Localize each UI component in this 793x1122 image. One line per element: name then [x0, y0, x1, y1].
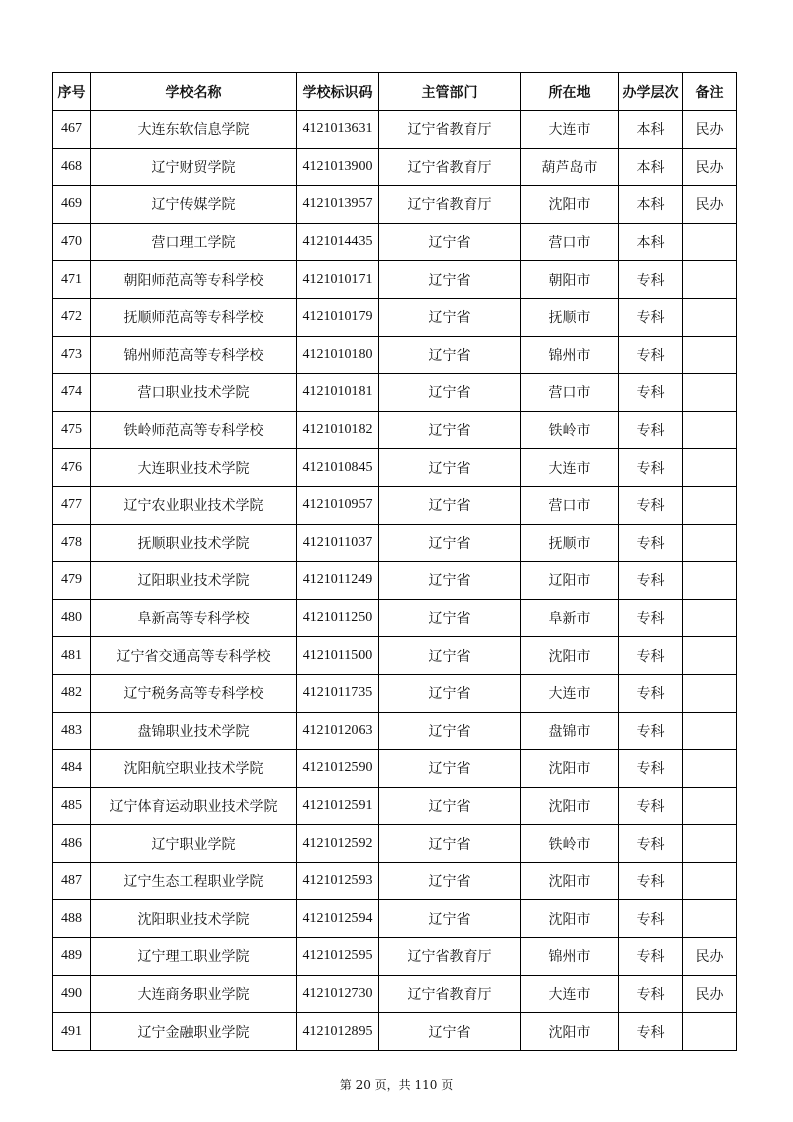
cell-index: 472	[53, 298, 91, 336]
cell-level: 专科	[619, 599, 683, 637]
cell-authority: 辽宁省	[379, 298, 521, 336]
cell-school-code: 4121013957	[297, 186, 379, 224]
table-row	[53, 975, 737, 1013]
cell-school-name: 朝阳师范高等专科学校	[91, 261, 297, 299]
table-row	[53, 486, 737, 524]
cell-school-name: 铁岭师范高等专科学校	[91, 411, 297, 449]
cell-school-code: 4121014435	[297, 223, 379, 261]
table-row	[53, 1013, 737, 1051]
cell-authority: 辽宁省	[379, 374, 521, 412]
cell-level: 专科	[619, 411, 683, 449]
cell-school-code: 4121012592	[297, 825, 379, 863]
cell-school-code: 4121010180	[297, 336, 379, 374]
cell-index: 489	[53, 938, 91, 976]
cell-level: 专科	[619, 486, 683, 524]
cell-location: 沈阳市	[521, 186, 619, 224]
page-footer: 第 20 页，共 110 页	[339, 1078, 454, 1092]
cell-level: 专科	[619, 637, 683, 675]
cell-level: 专科	[619, 862, 683, 900]
cell-location: 大连市	[521, 449, 619, 487]
header-school-name: 学校名称	[91, 73, 297, 111]
cell-authority: 辽宁省	[379, 261, 521, 299]
cell-level: 本科	[619, 148, 683, 186]
table-row	[53, 674, 737, 712]
cell-remarks	[683, 336, 737, 374]
cell-authority: 辽宁省	[379, 599, 521, 637]
header-school-code: 学校标识码	[297, 73, 379, 111]
cell-level: 本科	[619, 111, 683, 149]
table-row	[53, 750, 737, 788]
header-authority: 主管部门	[379, 73, 521, 111]
cell-school-name: 盘锦职业技术学院	[91, 712, 297, 750]
cell-school-name: 辽宁职业学院	[91, 825, 297, 863]
cell-remarks	[683, 374, 737, 412]
cell-index: 475	[53, 411, 91, 449]
cell-location: 抚顺市	[521, 298, 619, 336]
cell-level: 专科	[619, 1013, 683, 1051]
cell-authority: 辽宁省教育厅	[379, 148, 521, 186]
cell-remarks: 民办	[683, 975, 737, 1013]
cell-level: 专科	[619, 750, 683, 788]
cell-location: 沈阳市	[521, 1013, 619, 1051]
cell-remarks	[683, 862, 737, 900]
cell-remarks	[683, 524, 737, 562]
table-row	[53, 298, 737, 336]
cell-remarks: 民办	[683, 111, 737, 149]
cell-school-code: 4121012594	[297, 900, 379, 938]
cell-index: 491	[53, 1013, 91, 1051]
cell-remarks: 民办	[683, 938, 737, 976]
cell-location: 辽阳市	[521, 562, 619, 600]
cell-authority: 辽宁省	[379, 449, 521, 487]
cell-index: 469	[53, 186, 91, 224]
cell-school-name: 抚顺师范高等专科学校	[91, 298, 297, 336]
cell-index: 479	[53, 562, 91, 600]
cell-school-code: 4121012593	[297, 862, 379, 900]
cell-remarks	[683, 787, 737, 825]
cell-index: 488	[53, 900, 91, 938]
table-row	[53, 862, 737, 900]
cell-remarks	[683, 486, 737, 524]
cell-school-name: 抚顺职业技术学院	[91, 524, 297, 562]
table-row	[53, 562, 737, 600]
cell-location: 大连市	[521, 674, 619, 712]
cell-school-code: 4121010181	[297, 374, 379, 412]
cell-remarks	[683, 900, 737, 938]
cell-index: 483	[53, 712, 91, 750]
table-row	[53, 261, 737, 299]
cell-level: 专科	[619, 938, 683, 976]
cell-location: 大连市	[521, 975, 619, 1013]
cell-authority: 辽宁省	[379, 486, 521, 524]
cell-remarks	[683, 411, 737, 449]
cell-remarks: 民办	[683, 186, 737, 224]
cell-level: 专科	[619, 787, 683, 825]
cell-school-code: 4121012730	[297, 975, 379, 1013]
cell-index: 481	[53, 637, 91, 675]
table-row	[53, 599, 737, 637]
cell-location: 阜新市	[521, 599, 619, 637]
cell-level: 专科	[619, 975, 683, 1013]
cell-remarks	[683, 1013, 737, 1051]
cell-index: 471	[53, 261, 91, 299]
table-row	[53, 900, 737, 938]
cell-authority: 辽宁省	[379, 825, 521, 863]
cell-index: 490	[53, 975, 91, 1013]
cell-authority: 辽宁省教育厅	[379, 975, 521, 1013]
cell-level: 本科	[619, 186, 683, 224]
table-row	[53, 186, 737, 224]
cell-school-name: 锦州师范高等专科学校	[91, 336, 297, 374]
cell-authority: 辽宁省	[379, 411, 521, 449]
cell-school-code: 4121010171	[297, 261, 379, 299]
table-row	[53, 374, 737, 412]
table-row	[53, 411, 737, 449]
table-row	[53, 938, 737, 976]
cell-authority: 辽宁省教育厅	[379, 111, 521, 149]
cell-remarks	[683, 599, 737, 637]
cell-authority: 辽宁省	[379, 862, 521, 900]
cell-location: 营口市	[521, 486, 619, 524]
table-row	[53, 712, 737, 750]
cell-index: 487	[53, 862, 91, 900]
cell-school-name: 辽宁农业职业技术学院	[91, 486, 297, 524]
cell-school-name: 大连商务职业学院	[91, 975, 297, 1013]
cell-location: 锦州市	[521, 938, 619, 976]
cell-index: 478	[53, 524, 91, 562]
cell-level: 专科	[619, 900, 683, 938]
cell-school-code: 4121013900	[297, 148, 379, 186]
cell-remarks: 民办	[683, 148, 737, 186]
cell-school-code: 4121012063	[297, 712, 379, 750]
cell-school-name: 辽宁生态工程职业学院	[91, 862, 297, 900]
cell-school-name: 大连职业技术学院	[91, 449, 297, 487]
table-row	[53, 449, 737, 487]
header-level: 办学层次	[619, 73, 683, 111]
cell-index: 473	[53, 336, 91, 374]
cell-index: 468	[53, 148, 91, 186]
cell-location: 葫芦岛市	[521, 148, 619, 186]
cell-school-code: 4121012591	[297, 787, 379, 825]
table-row	[53, 524, 737, 562]
cell-school-name: 辽宁财贸学院	[91, 148, 297, 186]
cell-authority: 辽宁省	[379, 900, 521, 938]
cell-index: 476	[53, 449, 91, 487]
cell-authority: 辽宁省	[379, 750, 521, 788]
cell-school-name: 营口职业技术学院	[91, 374, 297, 412]
cell-remarks	[683, 637, 737, 675]
header-remarks: 备注	[683, 73, 737, 111]
cell-school-name: 辽宁理工职业学院	[91, 938, 297, 976]
cell-location: 营口市	[521, 374, 619, 412]
cell-remarks	[683, 825, 737, 863]
cell-authority: 辽宁省教育厅	[379, 186, 521, 224]
cell-remarks	[683, 298, 737, 336]
cell-authority: 辽宁省	[379, 1013, 521, 1051]
cell-authority: 辽宁省	[379, 562, 521, 600]
cell-school-code: 4121011500	[297, 637, 379, 675]
cell-school-code: 4121012595	[297, 938, 379, 976]
cell-level: 专科	[619, 562, 683, 600]
cell-authority: 辽宁省教育厅	[379, 938, 521, 976]
cell-school-name: 辽阳职业技术学院	[91, 562, 297, 600]
cell-school-name: 营口理工学院	[91, 223, 297, 261]
table-row	[53, 223, 737, 261]
cell-level: 专科	[619, 374, 683, 412]
cell-authority: 辽宁省	[379, 223, 521, 261]
cell-remarks	[683, 674, 737, 712]
table-header-row	[53, 73, 737, 111]
cell-school-code: 4121011037	[297, 524, 379, 562]
cell-school-code: 4121010182	[297, 411, 379, 449]
cell-location: 沈阳市	[521, 900, 619, 938]
cell-school-name: 沈阳职业技术学院	[91, 900, 297, 938]
cell-index: 480	[53, 599, 91, 637]
cell-authority: 辽宁省	[379, 674, 521, 712]
cell-level: 专科	[619, 261, 683, 299]
cell-school-code: 4121010845	[297, 449, 379, 487]
cell-school-code: 4121011249	[297, 562, 379, 600]
cell-location: 铁岭市	[521, 825, 619, 863]
cell-remarks	[683, 712, 737, 750]
cell-remarks	[683, 562, 737, 600]
table-row	[53, 825, 737, 863]
cell-level: 专科	[619, 712, 683, 750]
cell-location: 营口市	[521, 223, 619, 261]
cell-level: 专科	[619, 674, 683, 712]
cell-authority: 辽宁省	[379, 524, 521, 562]
cell-location: 锦州市	[521, 336, 619, 374]
cell-index: 477	[53, 486, 91, 524]
cell-location: 盘锦市	[521, 712, 619, 750]
cell-location: 铁岭市	[521, 411, 619, 449]
table-row	[53, 787, 737, 825]
cell-school-code: 4121012895	[297, 1013, 379, 1051]
cell-authority: 辽宁省	[379, 637, 521, 675]
cell-remarks	[683, 750, 737, 788]
cell-school-code: 4121010957	[297, 486, 379, 524]
cell-index: 484	[53, 750, 91, 788]
cell-authority: 辽宁省	[379, 787, 521, 825]
cell-location: 朝阳市	[521, 261, 619, 299]
cell-level: 专科	[619, 825, 683, 863]
table-row	[53, 637, 737, 675]
cell-school-code: 4121011250	[297, 599, 379, 637]
cell-location: 沈阳市	[521, 637, 619, 675]
cell-school-name: 辽宁省交通高等专科学校	[91, 637, 297, 675]
cell-location: 沈阳市	[521, 787, 619, 825]
cell-school-code: 4121010179	[297, 298, 379, 336]
cell-level: 专科	[619, 298, 683, 336]
cell-authority: 辽宁省	[379, 336, 521, 374]
schools-table	[52, 72, 737, 1051]
cell-location: 沈阳市	[521, 750, 619, 788]
cell-level: 专科	[619, 336, 683, 374]
cell-index: 482	[53, 674, 91, 712]
cell-school-name: 辽宁体育运动职业技术学院	[91, 787, 297, 825]
cell-index: 467	[53, 111, 91, 149]
cell-remarks	[683, 449, 737, 487]
cell-school-code: 4121011735	[297, 674, 379, 712]
cell-authority: 辽宁省	[379, 712, 521, 750]
cell-school-name: 阜新高等专科学校	[91, 599, 297, 637]
cell-school-name: 沈阳航空职业技术学院	[91, 750, 297, 788]
cell-school-name: 辽宁金融职业学院	[91, 1013, 297, 1051]
cell-index: 485	[53, 787, 91, 825]
header-index: 序号	[53, 73, 91, 111]
header-location: 所在地	[521, 73, 619, 111]
cell-level: 专科	[619, 524, 683, 562]
cell-school-name: 辽宁传媒学院	[91, 186, 297, 224]
cell-level: 专科	[619, 449, 683, 487]
cell-school-code: 4121013631	[297, 111, 379, 149]
cell-remarks	[683, 223, 737, 261]
table-row	[53, 148, 737, 186]
cell-level: 本科	[619, 223, 683, 261]
cell-school-name: 大连东软信息学院	[91, 111, 297, 149]
cell-location: 大连市	[521, 111, 619, 149]
cell-location: 抚顺市	[521, 524, 619, 562]
cell-school-name: 辽宁税务高等专科学校	[91, 674, 297, 712]
cell-remarks	[683, 261, 737, 299]
table-row	[53, 336, 737, 374]
cell-location: 沈阳市	[521, 862, 619, 900]
cell-index: 470	[53, 223, 91, 261]
cell-index: 486	[53, 825, 91, 863]
cell-index: 474	[53, 374, 91, 412]
table-row	[53, 111, 737, 149]
cell-school-code: 4121012590	[297, 750, 379, 788]
